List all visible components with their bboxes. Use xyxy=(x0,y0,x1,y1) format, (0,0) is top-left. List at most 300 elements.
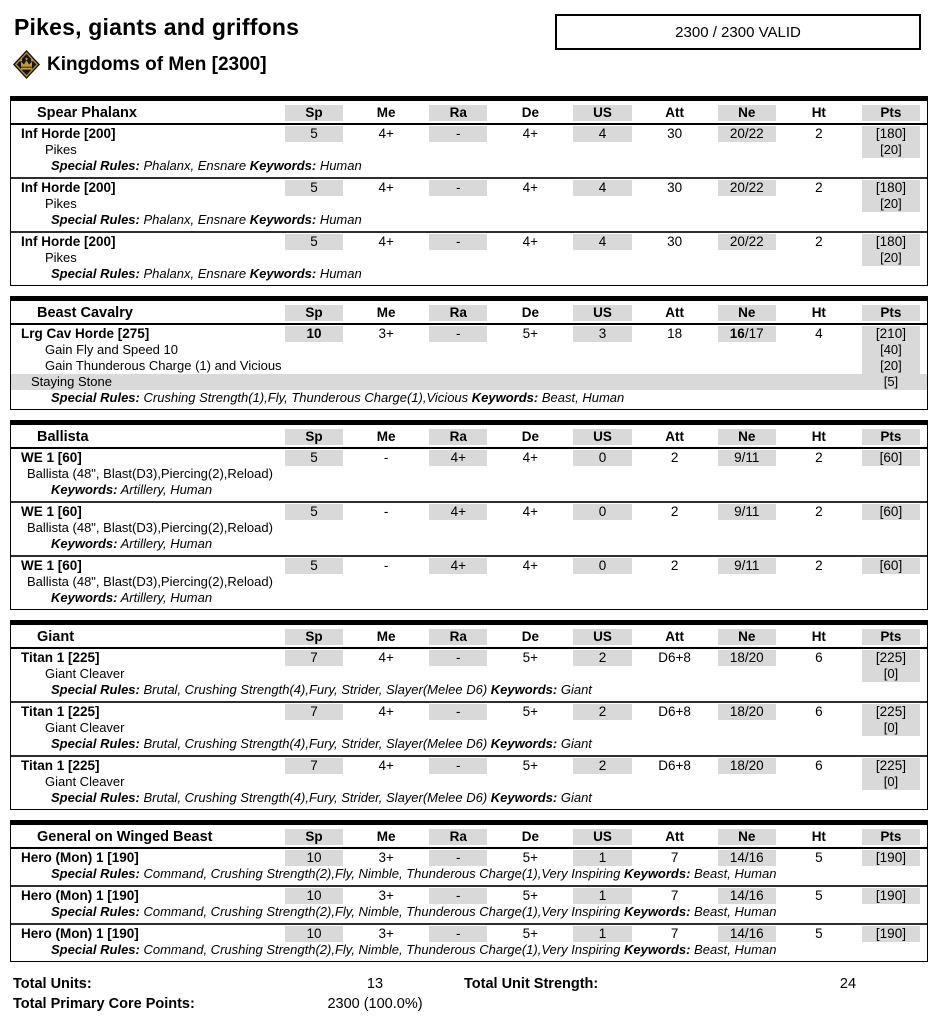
special-rules-text xyxy=(11,790,927,806)
option-text: Gain Fly and Speed 10 xyxy=(45,342,178,357)
special-rules-row xyxy=(11,790,927,809)
stat-value-part: 16 xyxy=(729,326,745,341)
rules-label: Keywords: xyxy=(51,482,118,497)
stat-value: 2 xyxy=(566,758,638,774)
column-header: Pts xyxy=(855,629,927,645)
stat-value: - xyxy=(422,926,494,942)
stat-value: - xyxy=(422,234,494,250)
stat-value: 2 xyxy=(815,504,823,519)
stat-value: [180] xyxy=(855,180,927,196)
stat-value: 4+ xyxy=(522,558,539,573)
stat-value: 3 xyxy=(566,326,638,342)
unit-entry xyxy=(11,555,927,609)
stat-value: 2 xyxy=(815,450,823,465)
rules-value: Beast, Human xyxy=(690,866,777,881)
column-header: Ht xyxy=(811,305,826,320)
stat-value: 0 xyxy=(566,450,638,466)
unit-entry xyxy=(11,501,927,555)
section-header-row xyxy=(11,301,927,325)
stat-value: 20/22 xyxy=(711,126,783,142)
section-title: Beast Cavalry xyxy=(37,305,133,321)
stat-value: 4+ xyxy=(378,234,394,249)
rules-value: Artillery, Human xyxy=(117,536,213,551)
column-header: Sp xyxy=(278,305,350,321)
stat-value: 1 xyxy=(566,888,638,904)
stat-value: 4+ xyxy=(522,126,539,141)
option-pts-value: [0] xyxy=(855,774,927,790)
column-header: Ht xyxy=(811,105,826,120)
special-rules-row xyxy=(11,266,927,285)
weapon-row xyxy=(11,574,927,590)
option-pts-value: [20] xyxy=(855,142,927,158)
column-header: Att xyxy=(665,629,684,644)
stat-value: 4+ xyxy=(522,180,539,195)
column-header: Sp xyxy=(278,105,350,121)
stat-value: 5 xyxy=(278,450,350,466)
rules-value: Human xyxy=(316,266,362,281)
option-pts-value: [5] xyxy=(855,374,927,390)
rules-label: Special Rules: xyxy=(51,266,140,281)
column-header: Ra xyxy=(422,429,494,445)
stat-value: 5+ xyxy=(522,888,539,903)
option-pts-value: [20] xyxy=(855,196,927,212)
column-header: De xyxy=(521,829,540,844)
stat-value: 4+ xyxy=(522,504,539,519)
column-header: Att xyxy=(665,105,684,120)
rules-value: Command, Crushing Strength(2),Fly, Nimble, Thunderous Charge(1),Very Inspiring xyxy=(139,904,624,919)
rules-label: Keywords: xyxy=(51,590,118,605)
option-row xyxy=(11,374,927,390)
option-text: Pikes xyxy=(45,142,77,157)
rules-value: Human xyxy=(316,158,362,173)
stat-value: 14/16 xyxy=(711,926,783,942)
unit-name: Hero (Mon) 1 [190] xyxy=(21,888,139,903)
rules-value: Brutal, Crushing Strength(4),Fury, Strider, Slayer(Melee D6) xyxy=(139,682,491,697)
unit-sections xyxy=(10,96,928,972)
rules-value: Crushing Strength(1),Fly, Thunderous Charge(1),Vicious xyxy=(139,390,472,405)
special-rules-row xyxy=(11,682,927,701)
unit-entry xyxy=(11,923,927,961)
stat-value: 4+ xyxy=(422,558,494,574)
stat-value: - xyxy=(422,704,494,720)
stat-value: 4 xyxy=(566,234,638,250)
stat-value: 5+ xyxy=(522,926,539,941)
unit-name: Hero (Mon) 1 [190] xyxy=(21,850,139,865)
unit-name: Lrg Cav Horde [275] xyxy=(21,326,150,341)
special-rules-row xyxy=(11,736,927,755)
stat-value: 7 xyxy=(670,926,679,941)
special-rules-text xyxy=(11,536,927,552)
unit-name: Titan 1 [225] xyxy=(21,704,100,719)
stat-value: 5+ xyxy=(522,850,539,865)
unit-stat-row xyxy=(11,557,927,574)
special-rules-row xyxy=(11,942,927,961)
stat-value: - xyxy=(383,504,389,519)
option-pts-value: [20] xyxy=(855,358,927,374)
unit-entry xyxy=(11,177,927,231)
column-header: Ne xyxy=(711,305,783,321)
stat-value: - xyxy=(422,888,494,904)
unit-entry xyxy=(11,649,927,701)
rules-label: Keywords: xyxy=(249,266,317,281)
special-rules-text xyxy=(11,682,927,698)
stat-value: 30 xyxy=(667,126,683,141)
rules-value: Human xyxy=(316,212,362,227)
stat-value: 18 xyxy=(667,326,683,341)
option-text: Pikes xyxy=(45,250,77,265)
faction-title: Kingdoms of Men [2300] xyxy=(47,53,267,75)
stat-value: 5 xyxy=(278,234,350,250)
unit-entry xyxy=(11,231,927,285)
option-row xyxy=(11,358,927,374)
special-rules-text xyxy=(11,736,927,752)
stat-value: D6+8 xyxy=(658,704,691,719)
column-header: Ht xyxy=(811,629,826,644)
special-rules-row xyxy=(11,536,927,555)
unit-section xyxy=(10,96,928,286)
stat-value: 4 xyxy=(815,326,823,341)
stat-value: - xyxy=(422,326,494,342)
stat-value: 4+ xyxy=(378,180,394,195)
spacer xyxy=(464,996,773,1013)
column-header: Me xyxy=(376,829,396,844)
unit-name: WE 1 [60] xyxy=(21,450,82,465)
rules-value: Command, Crushing Strength(2),Fly, Nimble, Thunderous Charge(1),Very Inspiring xyxy=(139,942,624,957)
option-row xyxy=(11,666,927,682)
special-rules-row xyxy=(11,590,927,609)
stat-value: 14/16 xyxy=(711,888,783,904)
rules-label: Keywords: xyxy=(490,790,558,805)
stat-value: 2 xyxy=(566,704,638,720)
weapon-text: Ballista (48", Blast(D3),Piercing(2),Reload) xyxy=(27,520,273,535)
stat-value: - xyxy=(422,126,494,142)
stat-value: 5 xyxy=(278,504,350,520)
stat-value: 7 xyxy=(670,850,679,865)
stat-value: 4+ xyxy=(522,450,539,465)
stat-value: 5 xyxy=(815,926,823,941)
column-header: Sp xyxy=(278,629,350,645)
stat-value-part: /17 xyxy=(744,326,764,341)
column-header: Me xyxy=(376,105,396,120)
unit-entry xyxy=(11,885,927,923)
stat-value: 2 xyxy=(815,126,823,141)
rules-value: Phalanx, Ensnare xyxy=(139,212,250,227)
unit-stat-row xyxy=(11,503,927,520)
rules-value: Artillery, Human xyxy=(117,590,213,605)
unit-entry xyxy=(11,849,927,885)
stat-value: 5 xyxy=(278,558,350,574)
option-text: Pikes xyxy=(45,196,77,211)
rules-label: Keywords: xyxy=(51,536,118,551)
weapon-row xyxy=(11,466,927,482)
column-header: US xyxy=(566,105,638,121)
unit-entry xyxy=(11,449,927,501)
points-validation-box xyxy=(555,14,921,50)
stat-value: - xyxy=(422,850,494,866)
column-header: Me xyxy=(376,429,396,444)
unit-entry xyxy=(11,701,927,755)
unit-name: Titan 1 [225] xyxy=(21,650,100,665)
section-title: Spear Phalanx xyxy=(37,105,137,121)
column-header: Ne xyxy=(711,629,783,645)
rules-label: Special Rules: xyxy=(51,942,140,957)
section-title: General on Winged Beast xyxy=(37,829,213,845)
stat-value: 10 xyxy=(278,926,350,942)
rules-label: Keywords: xyxy=(249,158,317,173)
column-header: Ra xyxy=(422,305,494,321)
stat-value: 2 xyxy=(815,558,823,573)
stat-value: 3+ xyxy=(378,926,394,941)
option-row xyxy=(11,342,927,358)
section-title: Ballista xyxy=(37,429,89,445)
unit-stat-row xyxy=(11,449,927,466)
option-text: Giant Cleaver xyxy=(45,774,125,789)
special-rules-row xyxy=(11,158,927,177)
unit-name: WE 1 [60] xyxy=(21,504,82,519)
stat-value: 9/11 xyxy=(711,504,783,520)
rules-label: Keywords: xyxy=(623,942,691,957)
stat-value: 5 xyxy=(815,850,823,865)
column-header: De xyxy=(521,105,540,120)
stat-value: [190] xyxy=(855,850,927,866)
option-pts-value: [20] xyxy=(855,250,927,266)
unit-section xyxy=(10,296,928,410)
unit-stat-row xyxy=(11,703,927,720)
column-header: Me xyxy=(376,305,396,320)
stat-value: 6 xyxy=(815,650,823,665)
unit-name: Titan 1 [225] xyxy=(21,758,100,773)
stat-value: 5 xyxy=(278,126,350,142)
stat-value: 18/20 xyxy=(711,704,783,720)
stat-value: 2 xyxy=(670,558,679,573)
stat-value: 2 xyxy=(815,180,823,195)
stat-value: 5+ xyxy=(522,758,539,773)
rules-label: Special Rules: xyxy=(51,682,140,697)
rules-value: Giant xyxy=(557,682,592,697)
stat-value xyxy=(278,326,350,342)
unit-stat-row xyxy=(11,233,927,250)
unit-entry xyxy=(11,125,927,177)
unit-stat-row xyxy=(11,925,927,942)
rules-label: Special Rules: xyxy=(51,736,140,751)
option-row xyxy=(11,250,927,266)
total-unit-strength-value: 24 xyxy=(839,976,857,992)
stat-value: 18/20 xyxy=(711,758,783,774)
special-rules-text xyxy=(11,158,927,174)
total-units-label: Total Units: xyxy=(13,976,92,992)
stat-value: 2 xyxy=(670,504,679,519)
rules-label: Keywords: xyxy=(490,682,558,697)
section-title: Giant xyxy=(37,629,75,645)
stat-value: - xyxy=(422,180,494,196)
unit-stat-row xyxy=(11,325,927,342)
rules-value: Beast, Human xyxy=(538,390,625,405)
spacer xyxy=(773,996,923,1013)
unit-name: WE 1 [60] xyxy=(21,558,82,573)
option-row xyxy=(11,720,927,736)
rules-label: Special Rules: xyxy=(51,158,140,173)
column-header: Ra xyxy=(422,629,494,645)
special-rules-row xyxy=(11,212,927,231)
stat-value: [60] xyxy=(855,558,927,574)
stat-value: 1 xyxy=(566,926,638,942)
stat-value: D6+8 xyxy=(658,758,691,773)
column-header: De xyxy=(521,429,540,444)
column-header: Ra xyxy=(422,105,494,121)
rules-label: Special Rules: xyxy=(51,790,140,805)
stat-value: [210] xyxy=(855,326,927,342)
column-header: US xyxy=(566,629,638,645)
stat-value: 7 xyxy=(278,704,350,720)
special-rules-text xyxy=(11,212,927,228)
stat-value: 1 xyxy=(566,850,638,866)
option-row xyxy=(11,774,927,790)
stat-value-part: 10 xyxy=(306,326,322,341)
stat-value: 18/20 xyxy=(711,650,783,666)
stat-value: 14/16 xyxy=(711,850,783,866)
stat-value: 20/22 xyxy=(711,234,783,250)
stat-value: [225] xyxy=(855,758,927,774)
column-header: Pts xyxy=(855,429,927,445)
unit-stat-row xyxy=(11,649,927,666)
stat-value: 4+ xyxy=(378,650,394,665)
rules-value: Giant xyxy=(557,736,592,751)
option-pts-value: [40] xyxy=(855,342,927,358)
special-rules-row xyxy=(11,390,927,409)
stat-value: 4+ xyxy=(522,234,539,249)
stat-value: [225] xyxy=(855,704,927,720)
stat-value: 4+ xyxy=(422,504,494,520)
unit-entry xyxy=(11,325,927,409)
weapon-text: Ballista (48", Blast(D3),Piercing(2),Reload) xyxy=(27,574,273,589)
option-text: Gain Thunderous Charge (1) and Vicious xyxy=(45,358,282,373)
unit-name: Inf Horde [200] xyxy=(21,126,116,141)
rules-label: Keywords: xyxy=(623,904,691,919)
special-rules-row xyxy=(11,866,927,885)
stat-value: 6 xyxy=(815,704,823,719)
rules-label: Special Rules: xyxy=(51,390,140,405)
column-header: Att xyxy=(665,305,684,320)
option-row xyxy=(11,142,927,158)
special-rules-text xyxy=(11,390,927,406)
rules-label: Keywords: xyxy=(471,390,539,405)
stat-value: 5+ xyxy=(522,326,539,341)
rules-label: Special Rules: xyxy=(51,904,140,919)
stat-value: 7 xyxy=(278,650,350,666)
rules-value: Beast, Human xyxy=(690,904,777,919)
unit-stat-row xyxy=(11,757,927,774)
column-header: Att xyxy=(665,829,684,844)
stat-value: 2 xyxy=(566,650,638,666)
unit-name: Hero (Mon) 1 [190] xyxy=(21,926,139,941)
stat-value: 4+ xyxy=(422,450,494,466)
column-header: Sp xyxy=(278,829,350,845)
stat-value: 7 xyxy=(670,888,679,903)
column-header: Ne xyxy=(711,829,783,845)
column-header: Ne xyxy=(711,429,783,445)
unit-section xyxy=(10,620,928,810)
section-header-row xyxy=(11,625,927,649)
stat-value: [225] xyxy=(855,650,927,666)
stat-value: 3+ xyxy=(378,888,394,903)
column-header: US xyxy=(566,829,638,845)
option-pts-value: [0] xyxy=(855,666,927,682)
special-rules-text xyxy=(11,590,927,606)
stat-value: [60] xyxy=(855,450,927,466)
special-rules-text xyxy=(11,866,927,882)
stat-value: [60] xyxy=(855,504,927,520)
stat-value: - xyxy=(422,650,494,666)
option-text: Giant Cleaver xyxy=(45,666,125,681)
column-header: US xyxy=(566,429,638,445)
unit-section xyxy=(10,420,928,610)
column-header: Ne xyxy=(711,105,783,121)
page-title: Pikes, giants and griffons xyxy=(14,14,300,40)
totals-summary xyxy=(13,976,923,1013)
stat-value: - xyxy=(383,450,389,465)
stat-value: 30 xyxy=(667,180,683,195)
stat-value: 5+ xyxy=(522,650,539,665)
rules-label: Keywords: xyxy=(490,736,558,751)
section-header-row xyxy=(11,825,927,849)
stat-value: 20/22 xyxy=(711,180,783,196)
stat-value: 4+ xyxy=(378,704,394,719)
rules-label: Special Rules: xyxy=(51,212,140,227)
stat-value: 10 xyxy=(278,850,350,866)
total-core-points-label: Total Primary Core Points: xyxy=(13,996,195,1012)
special-rules-text xyxy=(11,482,927,498)
column-header: De xyxy=(521,305,540,320)
rules-value: Brutal, Crushing Strength(4),Fury, Strider, Slayer(Melee D6) xyxy=(139,790,491,805)
crown-diamond-icon xyxy=(13,50,40,79)
unit-stat-row xyxy=(11,179,927,196)
option-text: Giant Cleaver xyxy=(45,720,125,735)
special-rules-row xyxy=(11,482,927,501)
column-header: Att xyxy=(665,429,684,444)
stat-value: 4 xyxy=(566,180,638,196)
option-pts-value: [0] xyxy=(855,720,927,736)
stat-value: 5 xyxy=(815,888,823,903)
column-header: Pts xyxy=(855,105,927,121)
unit-name: Inf Horde [200] xyxy=(21,234,116,249)
unit-section xyxy=(10,820,928,962)
stat-value: 3+ xyxy=(378,850,394,865)
stat-value: 3+ xyxy=(378,326,394,341)
stat-value: 2 xyxy=(815,234,823,249)
stat-value: [190] xyxy=(855,926,927,942)
stat-value: 7 xyxy=(278,758,350,774)
stat-value: 9/11 xyxy=(711,558,783,574)
rules-label: Keywords: xyxy=(623,866,691,881)
total-units-value: 13 xyxy=(366,976,384,992)
column-header: De xyxy=(521,629,540,644)
rules-value: Phalanx, Ensnare xyxy=(139,158,250,173)
special-rules-text xyxy=(11,266,927,282)
stat-value: 9/11 xyxy=(711,450,783,466)
stat-value: 0 xyxy=(566,558,638,574)
section-header-row xyxy=(11,425,927,449)
unit-stat-row xyxy=(11,887,927,904)
column-header: Ht xyxy=(811,829,826,844)
stat-value: D6+8 xyxy=(658,650,691,665)
total-unit-strength-label: Total Unit Strength: xyxy=(464,976,599,992)
stat-value xyxy=(711,326,783,342)
special-rules-text xyxy=(11,942,927,958)
stat-value: 4+ xyxy=(378,758,394,773)
stat-value: - xyxy=(383,558,389,573)
faction-header xyxy=(13,50,267,79)
stat-value: [180] xyxy=(855,234,927,250)
